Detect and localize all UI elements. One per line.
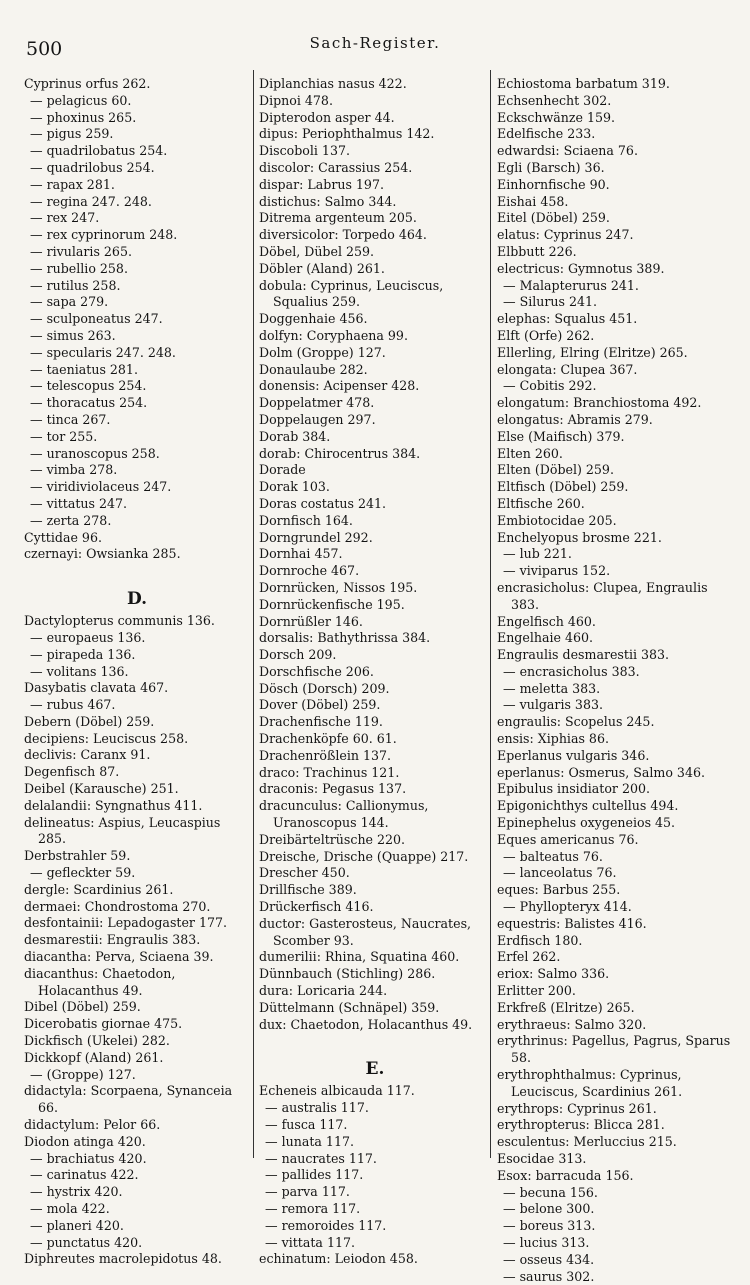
index-entry: Engelfisch 460.: [497, 613, 596, 629]
index-entry: Dolm (Groppe) 127.: [259, 344, 386, 360]
index-entry: — Malapterurus 241.: [503, 277, 639, 293]
index-entry: eques: Barbus 255.: [497, 882, 621, 898]
index-entry: Elten (Döbel) 259.: [497, 462, 614, 478]
index-entry: Dorak 103.: [259, 479, 330, 495]
page-number: 500: [26, 38, 63, 60]
index-entry: — europaeus 136.: [30, 629, 146, 645]
index-entry: Erkfreß (Elritze) 265.: [497, 999, 635, 1015]
index-entry: — australis 117.: [265, 1100, 369, 1116]
index-entry: — vimba 278.: [30, 462, 118, 478]
index-entry: — rubellio 258.: [30, 260, 128, 276]
index-entry: — tinca 267.: [30, 411, 111, 427]
index-entry: dracunculus: Callionymus, Uranoscopus 144.: [259, 798, 429, 831]
index-entry: — thoracatus 254.: [30, 395, 148, 411]
index-entry: diversicolor: Torpedo 464.: [259, 227, 427, 243]
index-entry: Doggenhaie 456.: [259, 311, 368, 327]
index-entry: Elten 260.: [497, 445, 563, 461]
index-entry: — pirapeda 136.: [30, 646, 136, 662]
index-entry: — quadrilobatus 254.: [30, 143, 168, 159]
index-entry: elongata: Clupea 367.: [497, 361, 638, 377]
index-entry: dux: Chaetodon, Holacanthus 49.: [259, 1016, 473, 1032]
index-entry: didactylum: Pelor 66.: [24, 1117, 161, 1133]
index-entry: Dibel (Döbel) 259.: [24, 999, 141, 1015]
index-entry: dipus: Periophthalmus 142.: [259, 126, 435, 142]
index-entry: — rapax 281.: [30, 176, 115, 192]
index-entry: Dorade: [259, 462, 306, 478]
index-entry: — fusca 117.: [265, 1117, 348, 1133]
index-entry: decipiens: Leuciscus 258.: [24, 730, 189, 746]
index-entry: echinatum: Leiodon 458.: [259, 1251, 418, 1267]
index-entry: — carinatus 422.: [30, 1167, 139, 1183]
index-entry: Drachenrößlein 137.: [259, 747, 392, 763]
index-entry: Drescher 450.: [259, 865, 350, 881]
index-entry: Dorab 384.: [259, 428, 331, 444]
index-entry: elatus: Cyprinus 247.: [497, 227, 634, 243]
index-entry: — phoxinus 265.: [30, 109, 137, 125]
index-entry: Dorsch 209.: [259, 647, 337, 663]
index-entry: — sculponeatus 247.: [30, 311, 163, 327]
section-letter: D.: [126, 589, 148, 610]
index-entry: Eishai 458.: [497, 193, 569, 209]
index-entry: Düttelmann (Schnäpel) 359.: [259, 999, 440, 1015]
index-entry: — vittatus 247.: [30, 495, 128, 511]
index-entry: — simus 263.: [30, 327, 116, 343]
index-entry: Döbler (Aland) 261.: [259, 260, 385, 276]
index-entry: — uranoscopus 258.: [30, 445, 160, 461]
index-entry: — punctatus 420.: [30, 1234, 143, 1250]
index-entry: elongatus: Abramis 279.: [497, 411, 653, 427]
index-entry: Drachenfische 119.: [259, 714, 383, 730]
index-entry: Diphreutes macrolepidotus 48.: [24, 1251, 222, 1267]
index-entry: dumerilii: Rhina, Squatina 460.: [259, 949, 460, 965]
index-entry: Dipterodon asper 44.: [259, 109, 395, 125]
index-entry: Döbel, Dübel 259.: [259, 243, 375, 259]
index-entry: Elft (Orfe) 262.: [497, 327, 595, 343]
index-entry: Degenfisch 87.: [24, 764, 120, 780]
index-entry: delalandii: Syngnathus 411.: [24, 797, 203, 813]
index-entry: — remora 117.: [265, 1201, 361, 1216]
index-entry: — lub 221.: [503, 546, 572, 562]
index-entry: Esocidae 313.: [497, 1151, 587, 1166]
index-entry: Donaulaube 282.: [259, 361, 368, 377]
index-entry: — planeri 420.: [30, 1217, 124, 1233]
index-entry: edwardsi: Sciaena 76.: [497, 143, 638, 159]
index-entry: diacanthus: Chaetodon, Holacanthus 49.: [24, 965, 176, 998]
index-entry: Derbstrahler 59.: [24, 848, 131, 864]
index-entry: — quadrilobus 254.: [30, 159, 155, 175]
index-entry: engraulis: Scopelus 245.: [497, 714, 655, 730]
index-entry: Else (Maifisch) 379.: [497, 428, 625, 444]
index-entry: erythrinus: Pagellus, Pagrus, Sparus 58.: [497, 1033, 731, 1066]
index-column-2: [259, 76, 491, 1268]
index-entry: — viridiviolaceus 247.: [30, 479, 172, 495]
index-entry: Dicerobatis giornae 475.: [24, 1016, 183, 1032]
index-entry: — lanceolatus 76.: [503, 865, 617, 881]
index-entry: ductor: Gasterosteus, Naucrates, Scomber 93.: [259, 915, 472, 948]
index-entry: — lunata 117.: [265, 1133, 354, 1149]
index-entry: Dactylopterus communis 136.: [24, 613, 215, 629]
index-entry: — taeniatus 281.: [30, 361, 138, 377]
index-entry: Doras costatus 241.: [259, 495, 387, 511]
index-entry: Ditrema argenteum 205.: [259, 210, 417, 226]
index-entry: dergle: Scardinius 261.: [24, 881, 174, 897]
index-entry: — regina 247. 248.: [30, 193, 152, 209]
index-entry: delineatus: Aspius, Leucaspius 285.: [24, 814, 221, 847]
index-entry: Eitel (Döbel) 259.: [497, 210, 610, 226]
index-entry: — telescopus 254.: [30, 378, 147, 394]
index-entry: ensis: Xiphias 86.: [497, 731, 609, 747]
index-entry: — zerta 278.: [30, 512, 112, 528]
index-column-1: [24, 76, 250, 1268]
index-entry: draco: Trachinus 121.: [259, 764, 400, 780]
index-entry: Embiotocidae 205.: [497, 512, 617, 528]
index-entry: Diplanchias nasus 422.: [259, 76, 407, 91]
index-entry: dolfyn: Coryphaena 99.: [259, 327, 408, 343]
index-entry: — pigus 259.: [30, 126, 114, 142]
column-divider: [253, 70, 254, 1158]
index-entry: discolor: Carassius 254.: [259, 159, 413, 175]
index-entry: Dorschfische 206.: [259, 663, 374, 679]
index-entry: didactyla: Scorpaena, Synanceia 66.: [24, 1083, 233, 1116]
index-entry: Elbbutt 226.: [497, 243, 577, 259]
index-entry: dobula: Cyprinus, Leuciscus, Squalius 259.: [259, 277, 444, 310]
index-entry: Dasybatis clavata 467.: [24, 680, 169, 696]
index-entry: Einhornfische 90.: [497, 176, 610, 192]
index-entry: Doppelaugen 297.: [259, 411, 376, 427]
index-entry: Cyttidae 96.: [24, 529, 102, 545]
running-title: Sach-Register.: [309, 34, 441, 52]
index-entry: eperlanus: Osmerus, Salmo 346.: [497, 764, 705, 780]
index-entry: Erdfisch 180.: [497, 932, 583, 948]
index-entry: dorsalis: Bathythrissa 384.: [259, 630, 431, 646]
index-entry: — brachiatus 420.: [30, 1150, 147, 1166]
index-entry: — meletta 383.: [503, 680, 601, 696]
index-entry: equestris: Balistes 416.: [497, 915, 647, 931]
index-entry: — becuna 156.: [503, 1184, 598, 1200]
index-entry: erythropterus: Blicca 281.: [497, 1117, 665, 1133]
index-entry: dura: Loricaria 244.: [259, 983, 388, 999]
index-entry: — vittata 117.: [265, 1234, 355, 1250]
index-entry: — Cobitis 292.: [503, 378, 597, 394]
index-entry: — balteatus 76.: [503, 848, 603, 864]
index-entry: Discoboli 137.: [259, 143, 350, 159]
index-entry: — rubus 467.: [30, 697, 116, 713]
index-entry: Dösch (Dorsch) 209.: [259, 680, 390, 696]
index-entry: electricus: Gymnotus 389.: [497, 260, 665, 276]
index-entry: — pallides 117.: [265, 1167, 364, 1183]
index-entry: declivis: Caranx 91.: [24, 747, 151, 763]
index-entry: distichus: Salmo 344.: [259, 193, 397, 209]
index-entry: — mola 422.: [30, 1201, 110, 1216]
index-entry: Cyprinus orfus 262.: [24, 76, 151, 91]
index-entry: Echeneis albicauda 117.: [259, 1083, 415, 1099]
index-entry: Eperlanus vulgaris 346.: [497, 747, 650, 763]
index-entry: Engelhaie 460.: [497, 630, 593, 646]
index-entry: — rex 247.: [30, 210, 100, 226]
index-entry: — parva 117.: [265, 1184, 350, 1200]
index-entry: Doppelatmer 478.: [259, 395, 375, 411]
index-entry: Dünnbauch (Stichling) 286.: [259, 966, 436, 982]
index-entry: — belone 300.: [503, 1201, 595, 1217]
index-entry: dorab: Chirocentrus 384.: [259, 445, 421, 461]
index-entry: Eltfische 260.: [497, 495, 585, 511]
index-entry: — specularis 247. 248.: [30, 344, 176, 360]
index-entry: Dreische, Drische (Quappe) 217.: [259, 848, 469, 864]
section-letter: E.: [365, 1059, 385, 1080]
index-entry: — sapa 279.: [30, 294, 109, 310]
index-entry: — rex cyprinorum 248.: [30, 227, 178, 243]
index-entry: Dornroche 467.: [259, 563, 360, 579]
index-entry: Dornrüßler 146.: [259, 613, 363, 629]
index-entry: elephas: Squalus 451.: [497, 311, 638, 327]
index-entry: — encrasicholus 383.: [503, 663, 640, 679]
index-entry: erythrops: Cyprinus 261.: [497, 1100, 657, 1116]
index-entry: eriox: Salmo 336.: [497, 966, 610, 982]
index-entry: Epinephelus oxygeneios 45.: [497, 815, 676, 831]
index-entry: — lucius 313.: [503, 1234, 590, 1250]
index-entry: Erfel 262.: [497, 949, 561, 965]
index-entry: Eques americanus 76.: [497, 831, 639, 847]
index-entry: Dipnoi 478.: [259, 92, 333, 108]
index-entry: Diodon atinga 420.: [24, 1133, 146, 1149]
index-entry: — rivularis 265.: [30, 243, 132, 259]
index-entry: Drückerfisch 416.: [259, 899, 374, 915]
index-entry: esculentus: Merluccius 215.: [497, 1134, 677, 1150]
index-entry: — Silurus 241.: [503, 294, 598, 310]
index-entry: Engraulis desmarestii 383.: [497, 647, 670, 663]
index-entry: — Phyllopteryx 414.: [503, 899, 632, 915]
index-entry: — saurus 302.: [503, 1268, 595, 1284]
index-entry: Eckschwänze 159.: [497, 109, 616, 125]
index-entry: — hystrix 420.: [30, 1184, 123, 1200]
index-entry: Edelfische 233.: [497, 126, 596, 142]
index-entry: Dornfisch 164.: [259, 512, 353, 528]
index-entry: donensis: Acipenser 428.: [259, 378, 420, 394]
index-entry: diacantha: Perva, Sciaena 39.: [24, 949, 214, 965]
index-entry: dispar: Labrus 197.: [259, 176, 384, 192]
index-entry: Dover (Döbel) 259.: [259, 697, 381, 713]
index-entry: Dickfisch (Ukelei) 282.: [24, 1033, 170, 1049]
index-entry: draconis: Pegasus 137.: [259, 781, 407, 797]
index-entry: Debern (Döbel) 259.: [24, 713, 155, 729]
index-entry: erythrophthalmus: Cyprinus, Leuciscus, Scardinius 261.: [497, 1067, 683, 1099]
index-entry: — viviparus 152.: [503, 563, 611, 579]
index-entry: Dorngrundel 292.: [259, 529, 373, 545]
index-entry: Epigonichthys cultellus 494.: [497, 798, 679, 814]
index-entry: — remoroides 117.: [265, 1217, 387, 1233]
index-entry: — gefleckter 59.: [30, 865, 136, 881]
index-entry: Ellerling, Elring (Elritze) 265.: [497, 344, 688, 360]
index-entry: Deibel (Karausche) 251.: [24, 781, 179, 797]
index-entry: — boreus 313.: [503, 1218, 596, 1234]
index-entry: — volitans 136.: [30, 663, 129, 679]
index-entry: — pelagicus 60.: [30, 92, 132, 108]
index-entry: Echsenhecht 302.: [497, 92, 612, 108]
index-entry: czernayi: Owsianka 285.: [24, 546, 181, 562]
index-entry: Enchelyopus brosme 221.: [497, 529, 662, 545]
index-entry: Dickkopf (Aland) 261.: [24, 1049, 164, 1065]
index-entry: — (Groppe) 127.: [30, 1066, 136, 1082]
index-entry: — naucrates 117.: [265, 1150, 377, 1166]
index-entry: desmarestii: Engraulis 383.: [24, 932, 201, 948]
index-entry: — vulgaris 383.: [503, 697, 603, 713]
index-entry: elongatum: Branchiostoma 492.: [497, 395, 702, 411]
index-entry: Epibulus insidiator 200.: [497, 781, 650, 797]
index-entry: Drillfische 389.: [259, 882, 357, 898]
index-entry: desfontainii: Lepadogaster 177.: [24, 915, 227, 931]
index-entry: Echiostoma barbatum 319.: [497, 76, 670, 91]
index-column-3: [497, 76, 737, 1285]
index-entry: Dornrücken, Nissos 195.: [259, 579, 418, 595]
index-entry: Dornrückenfische 195.: [259, 596, 405, 612]
index-entry: — rutilus 258.: [30, 277, 121, 293]
index-entry: Dornhai 457.: [259, 546, 343, 562]
index-entry: Drachenköpfe 60. 61.: [259, 731, 397, 747]
index-entry: — tor 255.: [30, 428, 98, 444]
index-entry: encrasicholus: Clupea, Engraulis 383.: [497, 579, 708, 612]
index-entry: Eltfisch (Döbel) 259.: [497, 479, 629, 495]
index-entry: erythraeus: Salmo 320.: [497, 1016, 647, 1032]
index-entry: Erlitter 200.: [497, 983, 576, 999]
index-entry: dermaei: Chondrostoma 270.: [24, 898, 211, 914]
index-entry: Dreibärteltrüsche 220.: [259, 831, 406, 847]
index-entry: — osseus 434.: [503, 1251, 595, 1267]
index-entry: Egli (Barsch) 36.: [497, 159, 605, 175]
index-entry: Esox: barracuda 156.: [497, 1167, 634, 1183]
